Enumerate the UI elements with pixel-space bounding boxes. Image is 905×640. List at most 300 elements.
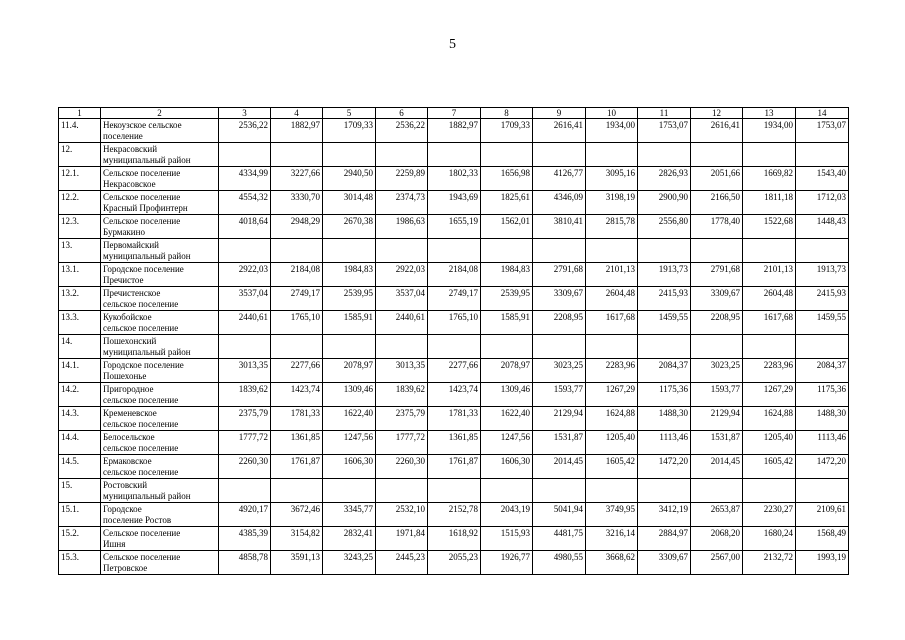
row-number: 15.3. — [59, 551, 101, 575]
tariff-cell: 1622,40 — [481, 407, 533, 431]
tariff-cell: 2184,08 — [428, 263, 481, 287]
tariff-cell: 2129,94 — [533, 407, 586, 431]
settlement-name-line: сельское поселение — [103, 418, 179, 429]
table-row — [59, 479, 849, 503]
settlement-name-line: сельское поселение — [103, 442, 179, 453]
tariff-cell: 3672,46 — [271, 503, 323, 527]
tariff-cell — [796, 479, 849, 503]
table-header-row — [59, 108, 849, 119]
tariff-cell: 4920,17 — [219, 503, 271, 527]
settlement-name-line: Петровское — [103, 562, 148, 573]
settlement-name-line: Ростовский — [103, 480, 148, 490]
tariff-cell — [271, 335, 323, 359]
tariff-cell: 2940,50 — [323, 167, 376, 191]
tariff-cell — [376, 143, 428, 167]
tariff-cell: 1680,24 — [743, 527, 796, 551]
tariff-cell: 4385,39 — [219, 527, 271, 551]
tariff-cell: 2832,41 — [323, 527, 376, 551]
settlement-name-line: Городское поселение — [103, 264, 184, 274]
tariff-cell: 3330,70 — [271, 191, 323, 215]
table-row — [59, 455, 849, 479]
tariff-cell: 1423,74 — [271, 383, 323, 407]
table-row — [59, 335, 849, 359]
tariff-cell: 1765,10 — [271, 311, 323, 335]
tariff-cell: 3309,67 — [691, 287, 743, 311]
tariff-cell — [271, 479, 323, 503]
tariff-cell: 1562,01 — [481, 215, 533, 239]
table-row — [59, 167, 849, 191]
tariff-cell — [743, 239, 796, 263]
tariff-cell: 3227,66 — [271, 167, 323, 191]
tariff-cell: 1943,69 — [428, 191, 481, 215]
tariff-cell: 1934,00 — [743, 119, 796, 143]
settlement-name — [101, 527, 219, 551]
tariff-cell — [691, 335, 743, 359]
tariff-cell: 1926,77 — [481, 551, 533, 575]
settlement-name-line: Сельское поселение — [103, 192, 181, 202]
tariff-cell: 2260,30 — [376, 455, 428, 479]
tariff-cell: 1971,84 — [376, 527, 428, 551]
tariff-cell: 1986,63 — [376, 215, 428, 239]
row-number: 14.3. — [59, 407, 101, 431]
settlement-name — [101, 263, 219, 287]
tariff-cell: 2129,94 — [691, 407, 743, 431]
tariff-cell — [586, 239, 638, 263]
settlement-name — [101, 383, 219, 407]
tariff-cell: 1309,46 — [323, 383, 376, 407]
row-number: 14.5. — [59, 455, 101, 479]
tariff-cell: 1778,40 — [691, 215, 743, 239]
tariff-cell: 2884,97 — [638, 527, 691, 551]
tariff-cell: 2166,50 — [691, 191, 743, 215]
row-number: 15. — [59, 479, 101, 503]
settlement-name-line: Сельское поселение — [103, 528, 181, 538]
tariff-cell: 1709,33 — [323, 119, 376, 143]
table-row — [59, 311, 849, 335]
tariff-cell — [638, 479, 691, 503]
tariff-cell: 1488,30 — [638, 407, 691, 431]
settlement-name — [101, 287, 219, 311]
tariff-cell — [481, 143, 533, 167]
tariff-cell: 1913,73 — [638, 263, 691, 287]
tariff-cell: 1882,97 — [428, 119, 481, 143]
settlement-name-line: Пошехонский — [103, 336, 157, 346]
tariff-cell: 1423,74 — [428, 383, 481, 407]
tariff-cell — [586, 335, 638, 359]
tariff-cell: 3591,13 — [271, 551, 323, 575]
tariff-cell: 1472,20 — [796, 455, 849, 479]
settlement-name-line: Бурмакино — [103, 226, 145, 237]
tariff-cell — [481, 335, 533, 359]
tariff-cell: 3154,82 — [271, 527, 323, 551]
tariff-cell: 1515,93 — [481, 527, 533, 551]
tariff-cell: 1531,87 — [691, 431, 743, 455]
settlement-name-line: муниципальный район — [103, 490, 191, 501]
tariff-cell: 1593,77 — [691, 383, 743, 407]
tariff-cell — [219, 143, 271, 167]
tariff-cell: 2084,37 — [638, 359, 691, 383]
tariff-cell: 1761,87 — [428, 455, 481, 479]
tariff-cell — [743, 479, 796, 503]
tariff-cell — [691, 143, 743, 167]
tariff-cell — [586, 479, 638, 503]
tariff-cell: 1459,55 — [638, 311, 691, 335]
column-header: 9 — [533, 108, 586, 119]
settlement-name-line: Пошехонье — [103, 370, 147, 381]
tariff-cell: 2815,78 — [586, 215, 638, 239]
tariff-cell: 1585,91 — [323, 311, 376, 335]
table-row — [59, 383, 849, 407]
tariff-cell: 3095,16 — [586, 167, 638, 191]
tariff-cell: 1777,72 — [376, 431, 428, 455]
column-header: 7 — [428, 108, 481, 119]
tariff-cell — [533, 239, 586, 263]
page-number: 5 — [449, 37, 456, 52]
tariff-cell: 1765,10 — [428, 311, 481, 335]
tariff-cell — [219, 479, 271, 503]
settlement-name-line: Ишня — [103, 538, 126, 549]
tariff-cell: 2791,68 — [691, 263, 743, 287]
settlement-name — [101, 359, 219, 383]
tariff-cell — [743, 143, 796, 167]
tariff-cell: 3537,04 — [376, 287, 428, 311]
column-header: 6 — [376, 108, 428, 119]
tariff-cell: 1709,33 — [481, 119, 533, 143]
row-number: 12.3. — [59, 215, 101, 239]
tariff-cell: 1802,33 — [428, 167, 481, 191]
settlement-name — [101, 143, 219, 167]
tariff-cell: 2374,73 — [376, 191, 428, 215]
tariff-cell: 1543,40 — [796, 167, 849, 191]
tariff-cell: 1459,55 — [796, 311, 849, 335]
tariff-cell: 3749,95 — [586, 503, 638, 527]
table-row — [59, 407, 849, 431]
tariff-cell: 1448,43 — [796, 215, 849, 239]
table-row — [59, 143, 849, 167]
tariff-cell: 1606,30 — [323, 455, 376, 479]
table-row — [59, 215, 849, 239]
settlement-name-line: Пригородное — [103, 384, 154, 394]
tariff-cell: 2084,37 — [796, 359, 849, 383]
column-header: 3 — [219, 108, 271, 119]
tariff-table — [58, 107, 849, 575]
tariff-cell — [219, 335, 271, 359]
tariff-cell: 3023,25 — [533, 359, 586, 383]
table-row — [59, 359, 849, 383]
tariff-cell — [533, 479, 586, 503]
settlement-name — [101, 335, 219, 359]
tariff-cell: 1882,97 — [271, 119, 323, 143]
tariff-cell: 3309,67 — [533, 287, 586, 311]
tariff-cell: 1753,07 — [796, 119, 849, 143]
tariff-cell: 3345,77 — [323, 503, 376, 527]
tariff-cell — [638, 143, 691, 167]
tariff-cell — [586, 143, 638, 167]
column-header: 8 — [481, 108, 533, 119]
tariff-cell: 1309,46 — [481, 383, 533, 407]
tariff-cell: 1617,68 — [586, 311, 638, 335]
tariff-cell — [323, 239, 376, 263]
tariff-cell — [481, 479, 533, 503]
column-header: 13 — [743, 108, 796, 119]
settlement-name-line: муниципальный район — [103, 346, 191, 357]
tariff-cell: 1624,88 — [743, 407, 796, 431]
tariff-cell: 1777,72 — [219, 431, 271, 455]
tariff-cell: 1175,36 — [796, 383, 849, 407]
tariff-cell: 2068,20 — [691, 527, 743, 551]
settlement-name-line: Некрасовский — [103, 144, 158, 154]
tariff-cell: 2653,87 — [691, 503, 743, 527]
tariff-cell: 1655,19 — [428, 215, 481, 239]
tariff-cell: 1993,19 — [796, 551, 849, 575]
settlement-name-line: Сельское поселение — [103, 168, 181, 178]
tariff-cell: 2078,97 — [323, 359, 376, 383]
column-header: 4 — [271, 108, 323, 119]
tariff-cell: 2415,93 — [638, 287, 691, 311]
settlement-name-line: Сельское поселение — [103, 216, 181, 226]
tariff-cell: 4334,99 — [219, 167, 271, 191]
tariff-cell — [219, 239, 271, 263]
row-number: 11.4. — [59, 119, 101, 143]
tariff-cell: 1761,87 — [271, 455, 323, 479]
column-header: 2 — [101, 108, 219, 119]
settlement-name-line: Ермаковское — [103, 456, 152, 466]
tariff-cell: 1267,29 — [743, 383, 796, 407]
tariff-cell: 2922,03 — [376, 263, 428, 287]
tariff-cell: 4346,09 — [533, 191, 586, 215]
tariff-cell: 2132,72 — [743, 551, 796, 575]
tariff-cell: 1617,68 — [743, 311, 796, 335]
tariff-cell: 1624,88 — [586, 407, 638, 431]
column-header: 12 — [691, 108, 743, 119]
tariff-cell: 1606,30 — [481, 455, 533, 479]
tariff-cell — [691, 239, 743, 263]
tariff-cell: 2445,23 — [376, 551, 428, 575]
tariff-cell: 2567,00 — [691, 551, 743, 575]
tariff-cell: 3810,41 — [533, 215, 586, 239]
tariff-cell: 1113,46 — [796, 431, 849, 455]
tariff-cell: 1488,30 — [796, 407, 849, 431]
tariff-cell: 1267,29 — [586, 383, 638, 407]
tariff-cell: 2375,79 — [219, 407, 271, 431]
settlement-name-line: сельское поселение — [103, 394, 179, 405]
tariff-cell: 2539,95 — [323, 287, 376, 311]
tariff-cell: 1753,07 — [638, 119, 691, 143]
tariff-cell: 1531,87 — [533, 431, 586, 455]
row-number: 14.2. — [59, 383, 101, 407]
tariff-cell: 1361,85 — [428, 431, 481, 455]
tariff-cell: 2208,95 — [533, 311, 586, 335]
table-row — [59, 503, 849, 527]
settlement-name-line: сельское поселение — [103, 466, 179, 477]
tariff-cell: 2375,79 — [376, 407, 428, 431]
tariff-cell: 2055,23 — [428, 551, 481, 575]
settlement-name-line: Городское — [103, 504, 142, 514]
settlement-name-line: поселение — [103, 130, 143, 141]
tariff-cell — [271, 143, 323, 167]
tariff-cell: 1839,62 — [219, 383, 271, 407]
tariff-cell — [428, 143, 481, 167]
tariff-cell: 2536,22 — [219, 119, 271, 143]
settlement-name — [101, 503, 219, 527]
tariff-cell: 3537,04 — [219, 287, 271, 311]
settlement-name-line: Пречистое — [103, 274, 144, 285]
settlement-name-line: муниципальный район — [103, 250, 191, 261]
tariff-cell: 2539,95 — [481, 287, 533, 311]
table-row — [59, 191, 849, 215]
tariff-cell — [428, 479, 481, 503]
tariff-cell: 5041,94 — [533, 503, 586, 527]
tariff-cell: 1984,83 — [481, 263, 533, 287]
tariff-cell: 4481,75 — [533, 527, 586, 551]
tariff-cell — [323, 335, 376, 359]
settlement-name-line: поселение Ростов — [103, 514, 172, 525]
tariff-cell: 1669,82 — [743, 167, 796, 191]
tariff-cell — [376, 335, 428, 359]
tariff-cell — [796, 335, 849, 359]
tariff-cell: 2948,29 — [271, 215, 323, 239]
tariff-cell: 2101,13 — [743, 263, 796, 287]
tariff-cell: 3013,35 — [219, 359, 271, 383]
tariff-cell: 2260,30 — [219, 455, 271, 479]
tariff-cell — [428, 335, 481, 359]
tariff-cell: 2259,89 — [376, 167, 428, 191]
tariff-cell: 2109,61 — [796, 503, 849, 527]
tariff-cell: 2749,17 — [271, 287, 323, 311]
tariff-cell: 1247,56 — [323, 431, 376, 455]
settlement-name — [101, 407, 219, 431]
settlement-name — [101, 191, 219, 215]
tariff-cell: 3243,25 — [323, 551, 376, 575]
tariff-cell — [376, 239, 428, 263]
tariff-cell: 1656,98 — [481, 167, 533, 191]
tariff-cell: 1618,92 — [428, 527, 481, 551]
tariff-cell: 2043,19 — [481, 503, 533, 527]
settlement-name-line: сельское поселение — [103, 322, 179, 333]
tariff-cell: 3014,48 — [323, 191, 376, 215]
tariff-cell — [638, 239, 691, 263]
tariff-cell: 3216,14 — [586, 527, 638, 551]
column-header: 1 — [59, 108, 101, 119]
table-row — [59, 551, 849, 575]
row-number: 13.3. — [59, 311, 101, 335]
tariff-cell: 1781,33 — [428, 407, 481, 431]
settlement-name — [101, 551, 219, 575]
settlement-name-line: сельское поселение — [103, 298, 179, 309]
tariff-cell: 2208,95 — [691, 311, 743, 335]
tariff-cell — [323, 143, 376, 167]
tariff-cell: 2415,93 — [796, 287, 849, 311]
tariff-cell: 3412,19 — [638, 503, 691, 527]
tariff-cell — [533, 335, 586, 359]
tariff-cell: 1568,49 — [796, 527, 849, 551]
tariff-cell: 3023,25 — [691, 359, 743, 383]
tariff-cell — [323, 479, 376, 503]
settlement-name-line: Первомайский — [103, 240, 159, 250]
tariff-cell — [796, 239, 849, 263]
tariff-cell: 1361,85 — [271, 431, 323, 455]
row-number: 13.1. — [59, 263, 101, 287]
settlement-name — [101, 167, 219, 191]
settlement-name-line: Красный Профинтерн — [103, 202, 188, 213]
settlement-name — [101, 455, 219, 479]
tariff-cell — [376, 479, 428, 503]
tariff-cell: 2051,66 — [691, 167, 743, 191]
tariff-cell: 4018,64 — [219, 215, 271, 239]
tariff-cell — [428, 239, 481, 263]
tariff-cell: 3668,62 — [586, 551, 638, 575]
settlement-name-line: муниципальный район — [103, 154, 191, 165]
tariff-cell: 1175,36 — [638, 383, 691, 407]
settlement-name-line: Кукобойское — [103, 312, 152, 322]
tariff-cell: 1247,56 — [481, 431, 533, 455]
column-header: 11 — [638, 108, 691, 119]
row-number: 13. — [59, 239, 101, 263]
tariff-cell: 1913,73 — [796, 263, 849, 287]
table-row — [59, 527, 849, 551]
tariff-cell: 1593,77 — [533, 383, 586, 407]
settlement-name-line: Белосельское — [103, 432, 155, 442]
tariff-cell: 2014,45 — [533, 455, 586, 479]
table-row — [59, 263, 849, 287]
tariff-cell: 1622,40 — [323, 407, 376, 431]
tariff-cell: 2826,93 — [638, 167, 691, 191]
row-number: 13.2. — [59, 287, 101, 311]
tariff-cell — [796, 143, 849, 167]
settlement-name — [101, 215, 219, 239]
tariff-cell: 2616,41 — [533, 119, 586, 143]
row-number: 12.1. — [59, 167, 101, 191]
tariff-cell: 2440,61 — [376, 311, 428, 335]
tariff-cell: 2184,08 — [271, 263, 323, 287]
tariff-cell: 4554,32 — [219, 191, 271, 215]
tariff-cell: 1839,62 — [376, 383, 428, 407]
row-number: 14.1. — [59, 359, 101, 383]
table-row — [59, 239, 849, 263]
settlement-name — [101, 479, 219, 503]
row-number: 12.2. — [59, 191, 101, 215]
tariff-cell: 2604,48 — [743, 287, 796, 311]
settlement-name — [101, 311, 219, 335]
row-number: 15.2. — [59, 527, 101, 551]
tariff-cell: 4126,77 — [533, 167, 586, 191]
tariff-cell: 2536,22 — [376, 119, 428, 143]
tariff-cell: 1712,03 — [796, 191, 849, 215]
tariff-cell: 2277,66 — [271, 359, 323, 383]
tariff-cell: 2791,68 — [533, 263, 586, 287]
table-body — [59, 108, 849, 575]
tariff-cell: 2604,48 — [586, 287, 638, 311]
tariff-cell: 3013,35 — [376, 359, 428, 383]
tariff-cell: 2152,78 — [428, 503, 481, 527]
tariff-cell: 1934,00 — [586, 119, 638, 143]
tariff-cell: 2283,96 — [743, 359, 796, 383]
tariff-cell: 4858,78 — [219, 551, 271, 575]
tariff-cell — [691, 479, 743, 503]
tariff-cell — [743, 335, 796, 359]
tariff-cell — [533, 143, 586, 167]
tariff-cell: 2532,10 — [376, 503, 428, 527]
tariff-cell: 3309,67 — [638, 551, 691, 575]
settlement-name-line: Сельское поселение — [103, 552, 181, 562]
settlement-name-line: Некоузское сельское — [103, 120, 182, 130]
row-number: 14.4. — [59, 431, 101, 455]
tariff-cell: 1585,91 — [481, 311, 533, 335]
tariff-cell: 2749,17 — [428, 287, 481, 311]
tariff-cell: 1522,68 — [743, 215, 796, 239]
settlement-name-line: Пречистенское — [103, 288, 161, 298]
settlement-name-line: Кременевское — [103, 408, 157, 418]
